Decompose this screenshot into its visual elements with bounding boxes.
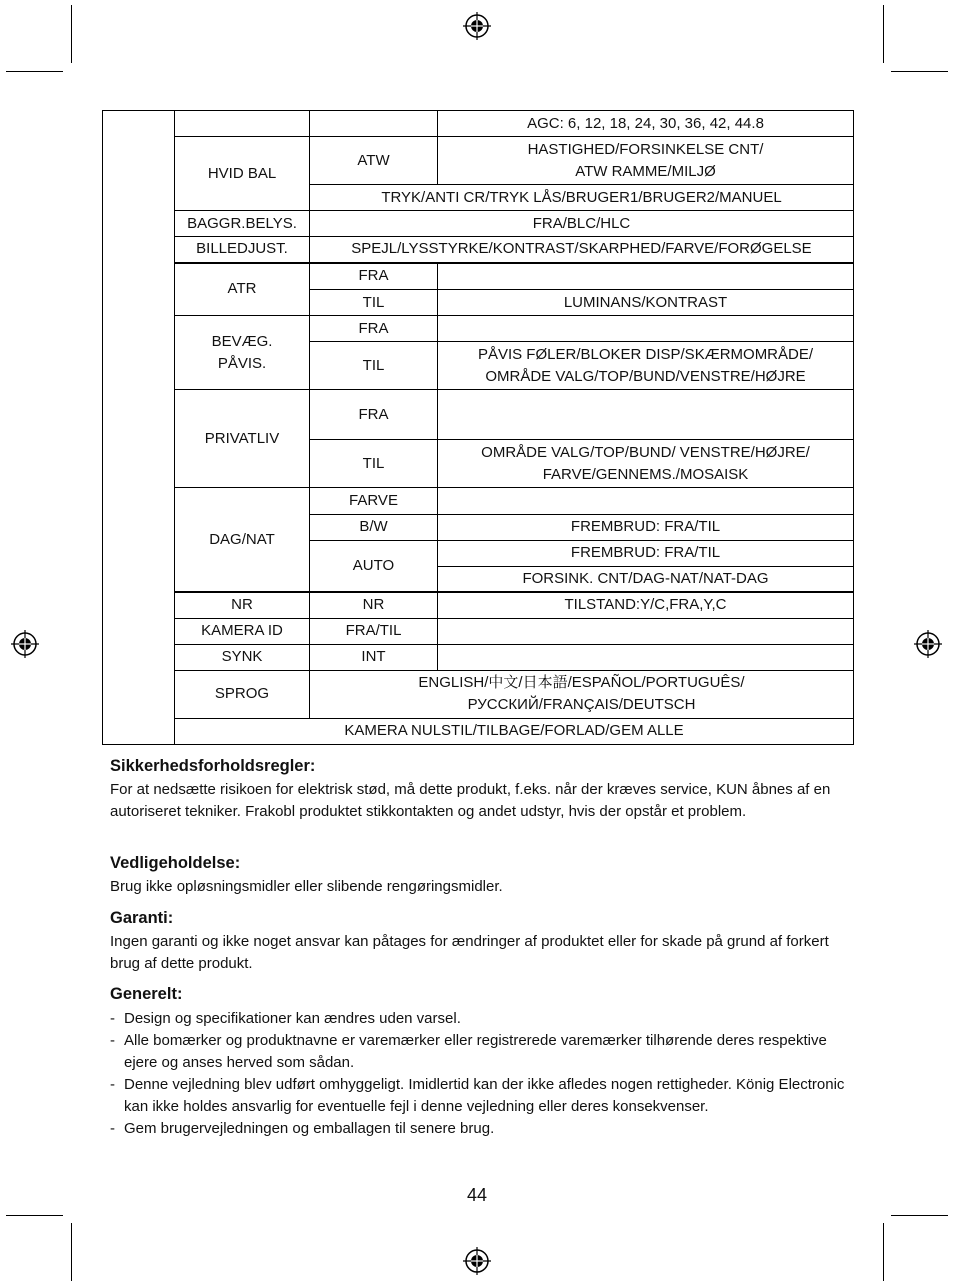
table-cell: TILSTAND:Y/C,FRA,Y,C (438, 592, 854, 618)
table-row (103, 670, 854, 718)
cell-line: OMRÅDE VALG/TOP/BUND/VENSTRE/HØJRE (485, 367, 806, 385)
table-cell: SPEJL/LYSSTYRKE/KONTRAST/SKARPHED/FARVE/FORØGELSE (310, 237, 854, 263)
table-cell (438, 390, 854, 440)
table-cell: FREMBRUD: FRA/TIL (438, 540, 854, 566)
cell-line: PÅVIS FØLER/BLOKER DISP/SKÆRMOMRÅDE/ (477, 345, 814, 363)
table-cell (438, 644, 854, 670)
table-cell: FRA/BLC/HLC (310, 211, 854, 237)
crop-mark (883, 5, 884, 63)
table-cell: AUTO (310, 540, 438, 592)
bullet-dash: - (110, 1076, 115, 1093)
registration-mark-icon (913, 629, 943, 659)
table-cell: SYNK (175, 644, 310, 670)
table-row (103, 488, 854, 514)
safety-heading: Sikkerhedsforholdsregler: (110, 757, 316, 775)
crop-mark (71, 5, 72, 63)
table-cell: ATW (310, 137, 438, 185)
bullet-dash: - (110, 1010, 115, 1027)
general-list (110, 1008, 855, 1140)
list-item (110, 1030, 855, 1074)
table-row (103, 316, 854, 342)
table-row (103, 237, 854, 263)
list-item (110, 1008, 855, 1030)
safety-text: For at nedsætte risikoen for elektrisk stød, må dette produkt, f.eks. når der kræves service, KUN åbnes af en autoriseret tekniker. Frakobl produktet stikkontakten og andet udstyr, hvis der opstår et problem. (110, 781, 831, 820)
table-cell (310, 670, 854, 718)
cell-line: BEVÆG. (211, 332, 273, 350)
table-cell: B/W (310, 514, 438, 540)
table-row (103, 718, 854, 744)
table-cell: LUMINANS/KONTRAST (438, 290, 854, 316)
crop-mark (883, 1223, 884, 1281)
settings-table (102, 110, 854, 745)
table-cell: FARVE (310, 488, 438, 514)
table-row (103, 390, 854, 440)
table-cell (438, 342, 854, 390)
maintenance-text: Brug ikke opløsningsmidler eller slibende rengøringsmidler. (110, 878, 503, 895)
table-cell: ATR (175, 263, 310, 316)
table-cell (175, 111, 310, 137)
cell-line: PÅVIS. (217, 354, 267, 372)
table-cell: BILLEDJUST. (175, 237, 310, 263)
bullet-dash: - (110, 1120, 115, 1137)
maintenance-heading: Vedligeholdelse: (110, 854, 241, 872)
cell-line: РУССКИЙ/FRANÇAIS/DEUTSCH (467, 696, 696, 714)
table-row (103, 644, 854, 670)
table-cell: SPROG (175, 670, 310, 718)
table-cell: TIL (310, 440, 438, 488)
table-cell (438, 316, 854, 342)
page-number: 44 (466, 1185, 488, 1205)
table-cell: FRA (310, 263, 438, 290)
table-row (103, 263, 854, 290)
table-row (103, 592, 854, 618)
registration-mark-icon (462, 11, 492, 41)
list-item-text: Alle bomærker og produktnavne er varemærker eller registrerede varemærker tilhørende deres respektive ejere og anses herved som sådan. (124, 1032, 827, 1071)
list-item-text: Denne vejledning blev udført omhyggeligt. Imidlertid kan der ikke afledes nogen rettigheder. König Electronic kan ikke holdes ansvarlig for eventuelle fejl i denne vejledning eller deres konsekvenser. (124, 1076, 845, 1115)
bullet-dash: - (110, 1032, 115, 1049)
cell-line: OMRÅDE VALG/TOP/BUND/ VENSTRE/HØJRE/ (481, 443, 810, 461)
menu-column-cell (103, 111, 175, 745)
crop-mark (891, 1215, 948, 1216)
crop-mark (6, 1215, 63, 1216)
table-cell: PRIVATLIV (175, 390, 310, 488)
registration-mark-icon (10, 629, 40, 659)
list-item (110, 1118, 855, 1140)
warranty-heading: Garanti: (110, 909, 174, 927)
cell-line: HASTIGHED/FORSINKELSE CNT/ (527, 140, 764, 158)
table-cell: HVID BAL (175, 137, 310, 211)
list-item-text: Design og specifikationer kan ændres uden varsel. (124, 1010, 461, 1027)
crop-mark (6, 71, 63, 72)
table-cell: DAG/NAT (175, 488, 310, 592)
table-cell: TIL (310, 342, 438, 390)
table-cell: FREMBRUD: FRA/TIL (438, 514, 854, 540)
table-cell (438, 440, 854, 488)
table-row (103, 111, 854, 137)
warranty-text: Ingen garanti og ikke noget ansvar kan påtages for ændringer af produktet eller for skade på grund af forkert brug af dette produkt. (110, 933, 829, 972)
table-cell (438, 137, 854, 185)
table-cell: FORSINK. CNT/DAG-NAT/NAT-DAG (438, 566, 854, 592)
table-cell: FRA (310, 390, 438, 440)
cell-line: ATW RAMME/MILJØ (575, 162, 716, 180)
table-cell (438, 488, 854, 514)
table-cell: KAMERA ID (175, 618, 310, 644)
table-cell: FRA/TIL (310, 618, 438, 644)
list-item-text: Gem brugervejledningen og emballagen til senere brug. (124, 1120, 495, 1137)
list-item (110, 1074, 855, 1118)
table-cell: TIL (310, 290, 438, 316)
table-cell (310, 111, 438, 137)
table-cell: KAMERA NULSTIL/TILBAGE/FORLAD/GEM ALLE (175, 718, 854, 744)
table-row (103, 137, 854, 185)
table-cell: FRA (310, 316, 438, 342)
table-cell: INT (310, 644, 438, 670)
table-cell: BAGGR.BELYS. (175, 211, 310, 237)
cell-line: FARVE/GENNEMS./MOSAISK (542, 465, 749, 483)
table-cell (438, 618, 854, 644)
table-cell (438, 263, 854, 290)
cell-line: ENGLISH/中文/日本語/ESPAÑOL/PORTUGUÊS/ (418, 674, 745, 692)
table-row (103, 618, 854, 644)
crop-mark (891, 71, 948, 72)
table-cell: TRYK/ANTI CR/TRYK LÅS/BRUGER1/BRUGER2/MANUEL (310, 185, 854, 211)
registration-mark-icon (462, 1246, 492, 1276)
table-row (103, 211, 854, 237)
table-cell: NR (310, 592, 438, 618)
table-cell: NR (175, 592, 310, 618)
general-heading: Generelt: (110, 985, 183, 1003)
crop-mark (71, 1223, 72, 1281)
table-cell (175, 316, 310, 390)
table-cell: AGC: 6, 12, 18, 24, 30, 36, 42, 44.8 (438, 111, 854, 137)
